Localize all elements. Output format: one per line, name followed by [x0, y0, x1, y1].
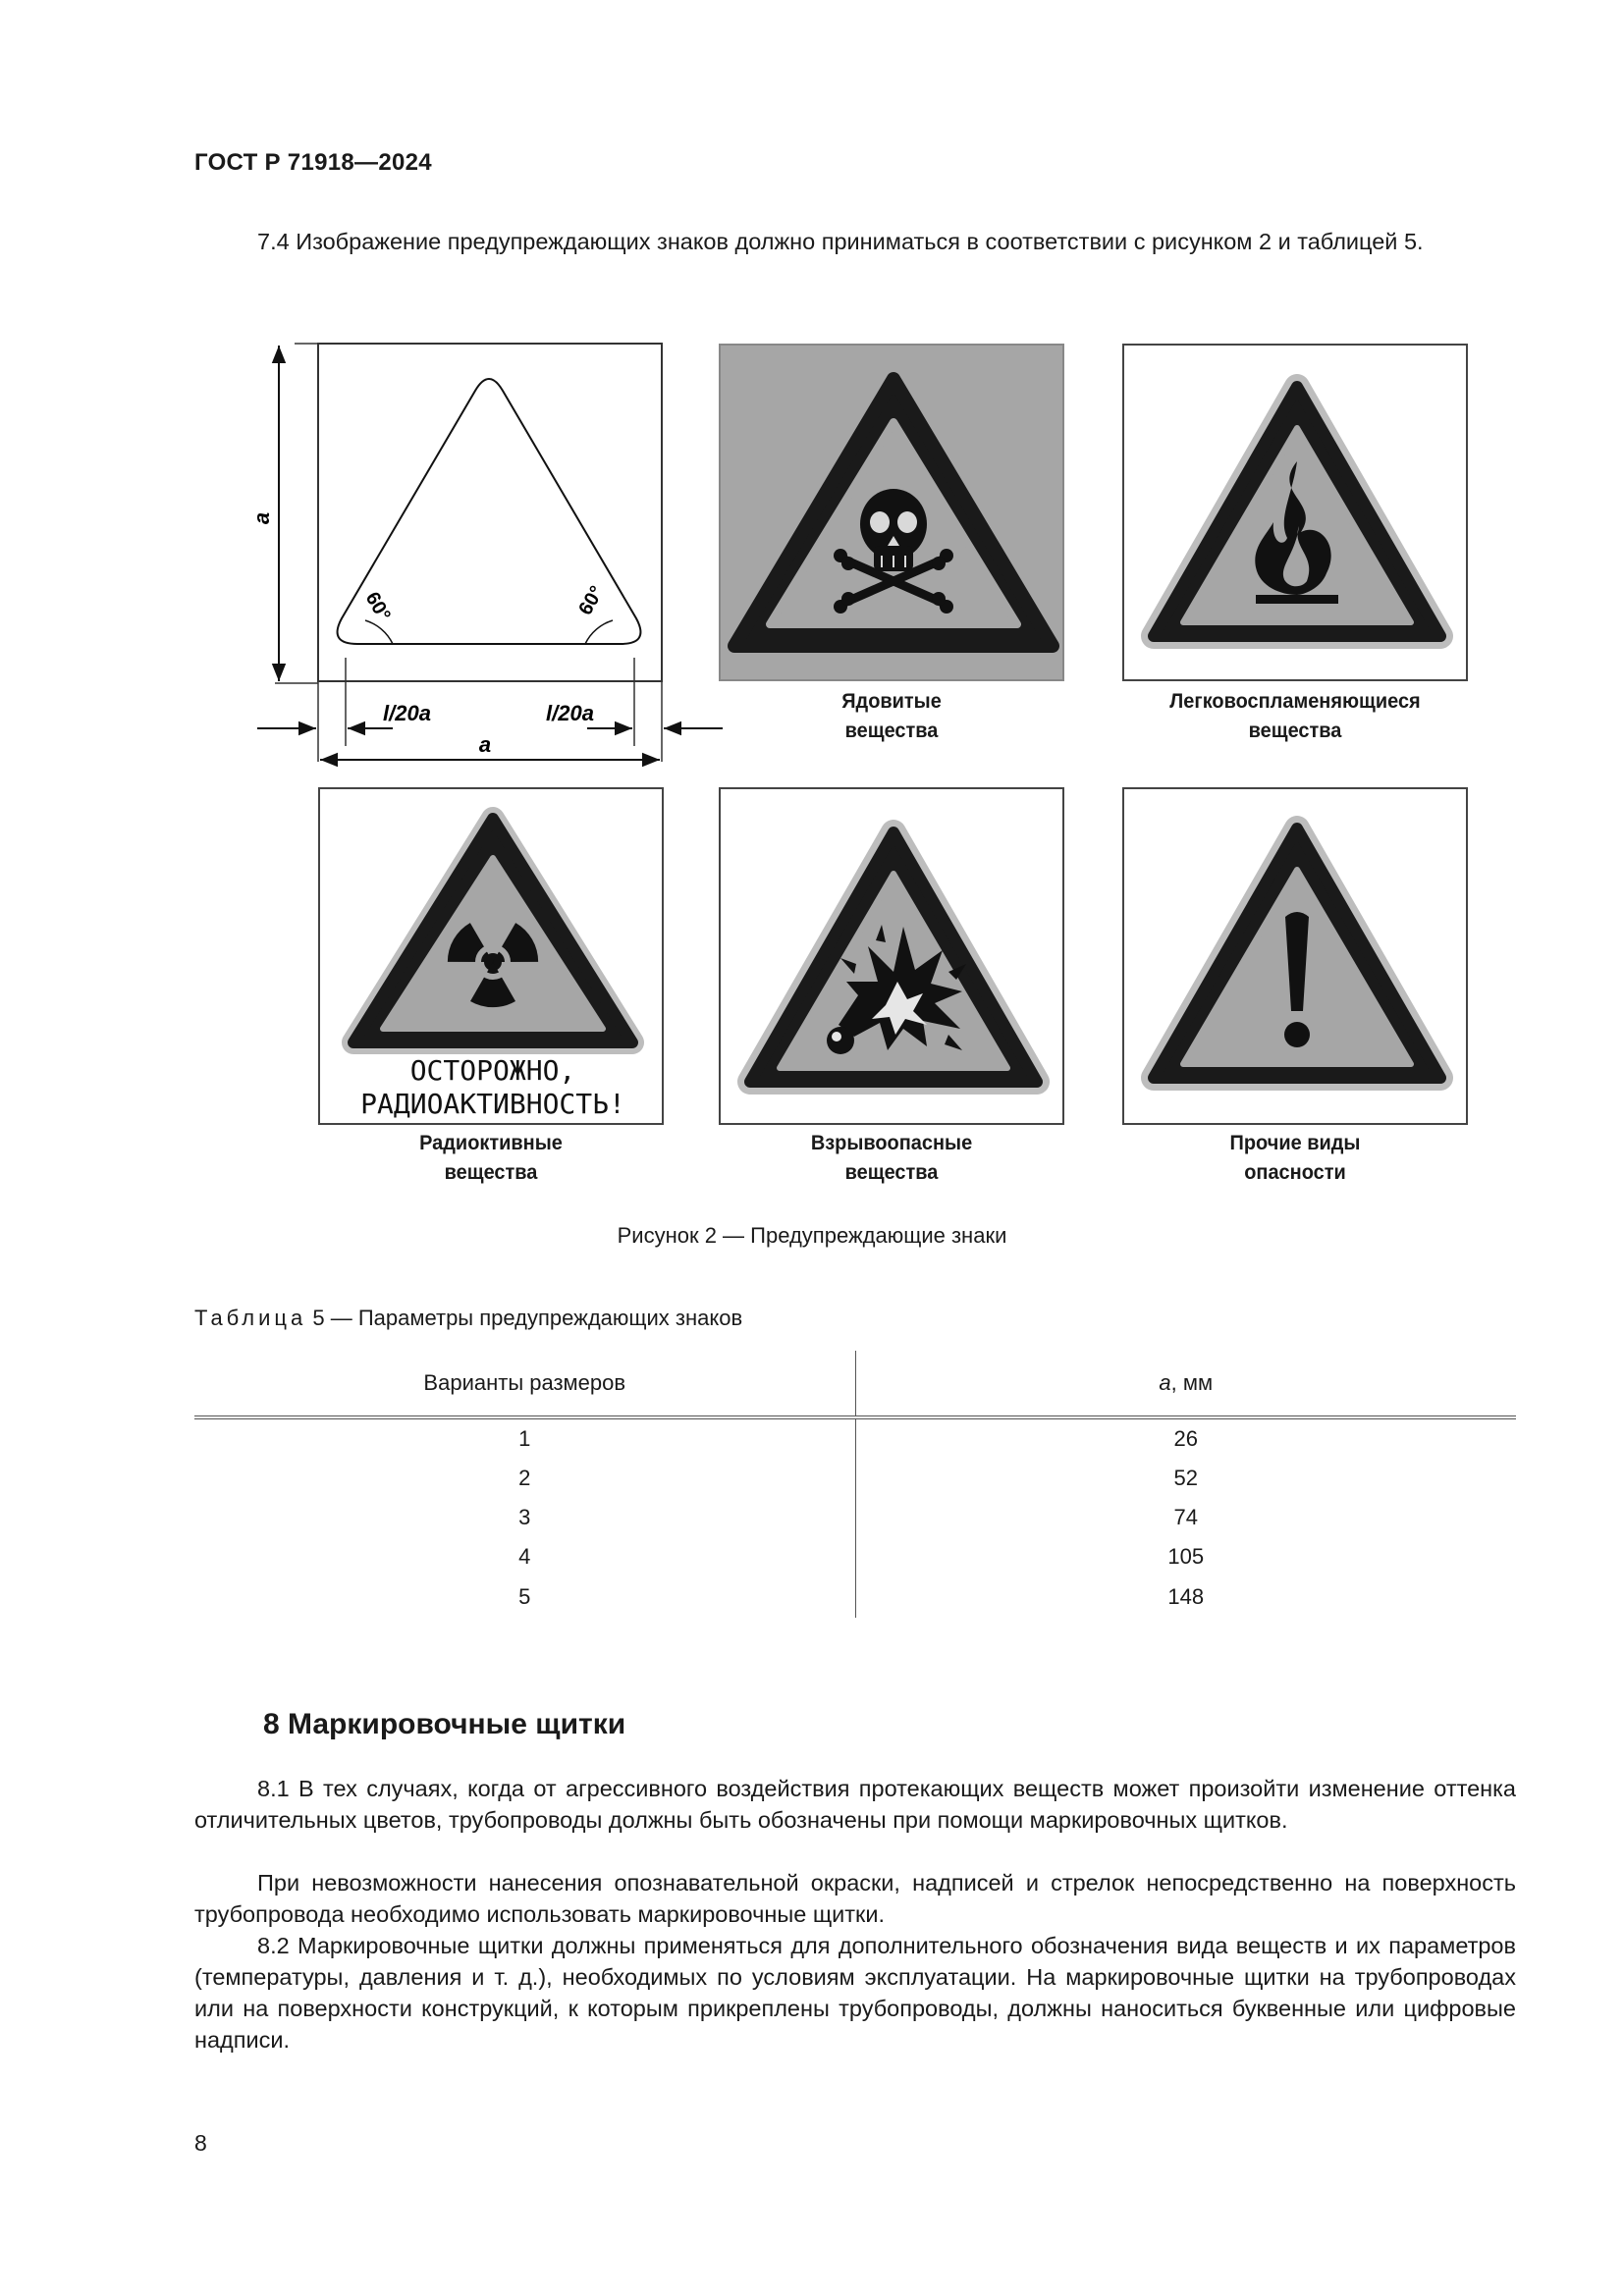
- caption-flammable: Легковоспламеняющиеся вещества: [1169, 690, 1421, 742]
- section-8-paragraph-1: 8.1 В тех случаях, когда от агрессивного воздействия протекающих веществ может произойти изменение оттенка отличительных цветов, трубопроводы должны быть обозначены при помощи маркировочных щитков.: [194, 1776, 1516, 1833]
- offset-right-label: l/20a: [546, 701, 594, 725]
- table-row: 5 148: [194, 1576, 1516, 1618]
- sign-flammable: [1122, 344, 1468, 681]
- parameters-table: [194, 1351, 1516, 1618]
- document-header: ГОСТ Р 71918—2024: [194, 149, 432, 176]
- sign-explosive: [719, 787, 1064, 1125]
- angle-left-label: 60°: [360, 588, 395, 625]
- table-row: 4 105: [194, 1537, 1516, 1576]
- table-row: 1 26: [194, 1417, 1516, 1459]
- dimension-diagram: [249, 334, 727, 775]
- table-caption: Таблица 5 — Параметры предупреждающих знаков: [194, 1306, 743, 1330]
- sign-radioactive: [318, 787, 664, 1125]
- intro-text: 7.4 Изображение предупреждающих знаков должно приниматься в соответствии с рисунком 2 и таблицей 5.: [257, 229, 1424, 254]
- section-8-title: 8 Маркировочные щитки: [263, 1708, 626, 1740]
- radioactive-label-line2: РАДИОАКТИВНОСТЬ!: [360, 1088, 625, 1120]
- dim-a-horizontal-label: a: [478, 732, 492, 757]
- caption-poison: Ядовитые вещества: [841, 690, 942, 742]
- caption-general-danger: Прочие виды опасности: [1229, 1132, 1361, 1184]
- offset-left-label: l/20a: [383, 701, 431, 725]
- dim-a-vertical-label: a: [249, 511, 274, 525]
- table-header-row: [194, 1351, 1516, 1417]
- page-number: 8: [194, 2130, 207, 2156]
- table-row: 2 52: [194, 1459, 1516, 1498]
- section-8-paragraph-3: 8.2 Маркировочные щитки должны применяться для дополнительного обозначения вида веществ и их параметров (температуры, давления и т. д.), необходимых по условиям эксплуатации. На маркировочные щитки на трубопроводах или на поверхности конструкций, к которым прикреплены трубопроводы, должны наноситься буквенные или цифровые надписи.: [194, 1933, 1516, 2053]
- caption-radioactive: Радиоктивные вещества: [419, 1132, 563, 1184]
- table-row: 3 74: [194, 1498, 1516, 1537]
- intro-paragraph: [194, 226, 1516, 257]
- figure-caption: Рисунок 2 — Предупреждающие знаки: [617, 1223, 1007, 1248]
- section-8-paragraph-2: При невозможности нанесения опознавательной окраски, надписей и стрелок непосредственно на поверхность трубопровода необходимо использовать маркировочные щитки.: [194, 1870, 1516, 1927]
- radioactive-label-line1: ОСТОРОЖНО,: [409, 1054, 576, 1087]
- header-a-mm: a, мм: [855, 1351, 1516, 1417]
- caption-explosive: Взрывоопасные вещества: [810, 1132, 973, 1184]
- sign-general-danger: [1122, 787, 1468, 1125]
- header-variants: Варианты размеров: [194, 1351, 855, 1417]
- angle-right-label: 60°: [574, 582, 609, 619]
- sign-poison: [719, 344, 1064, 681]
